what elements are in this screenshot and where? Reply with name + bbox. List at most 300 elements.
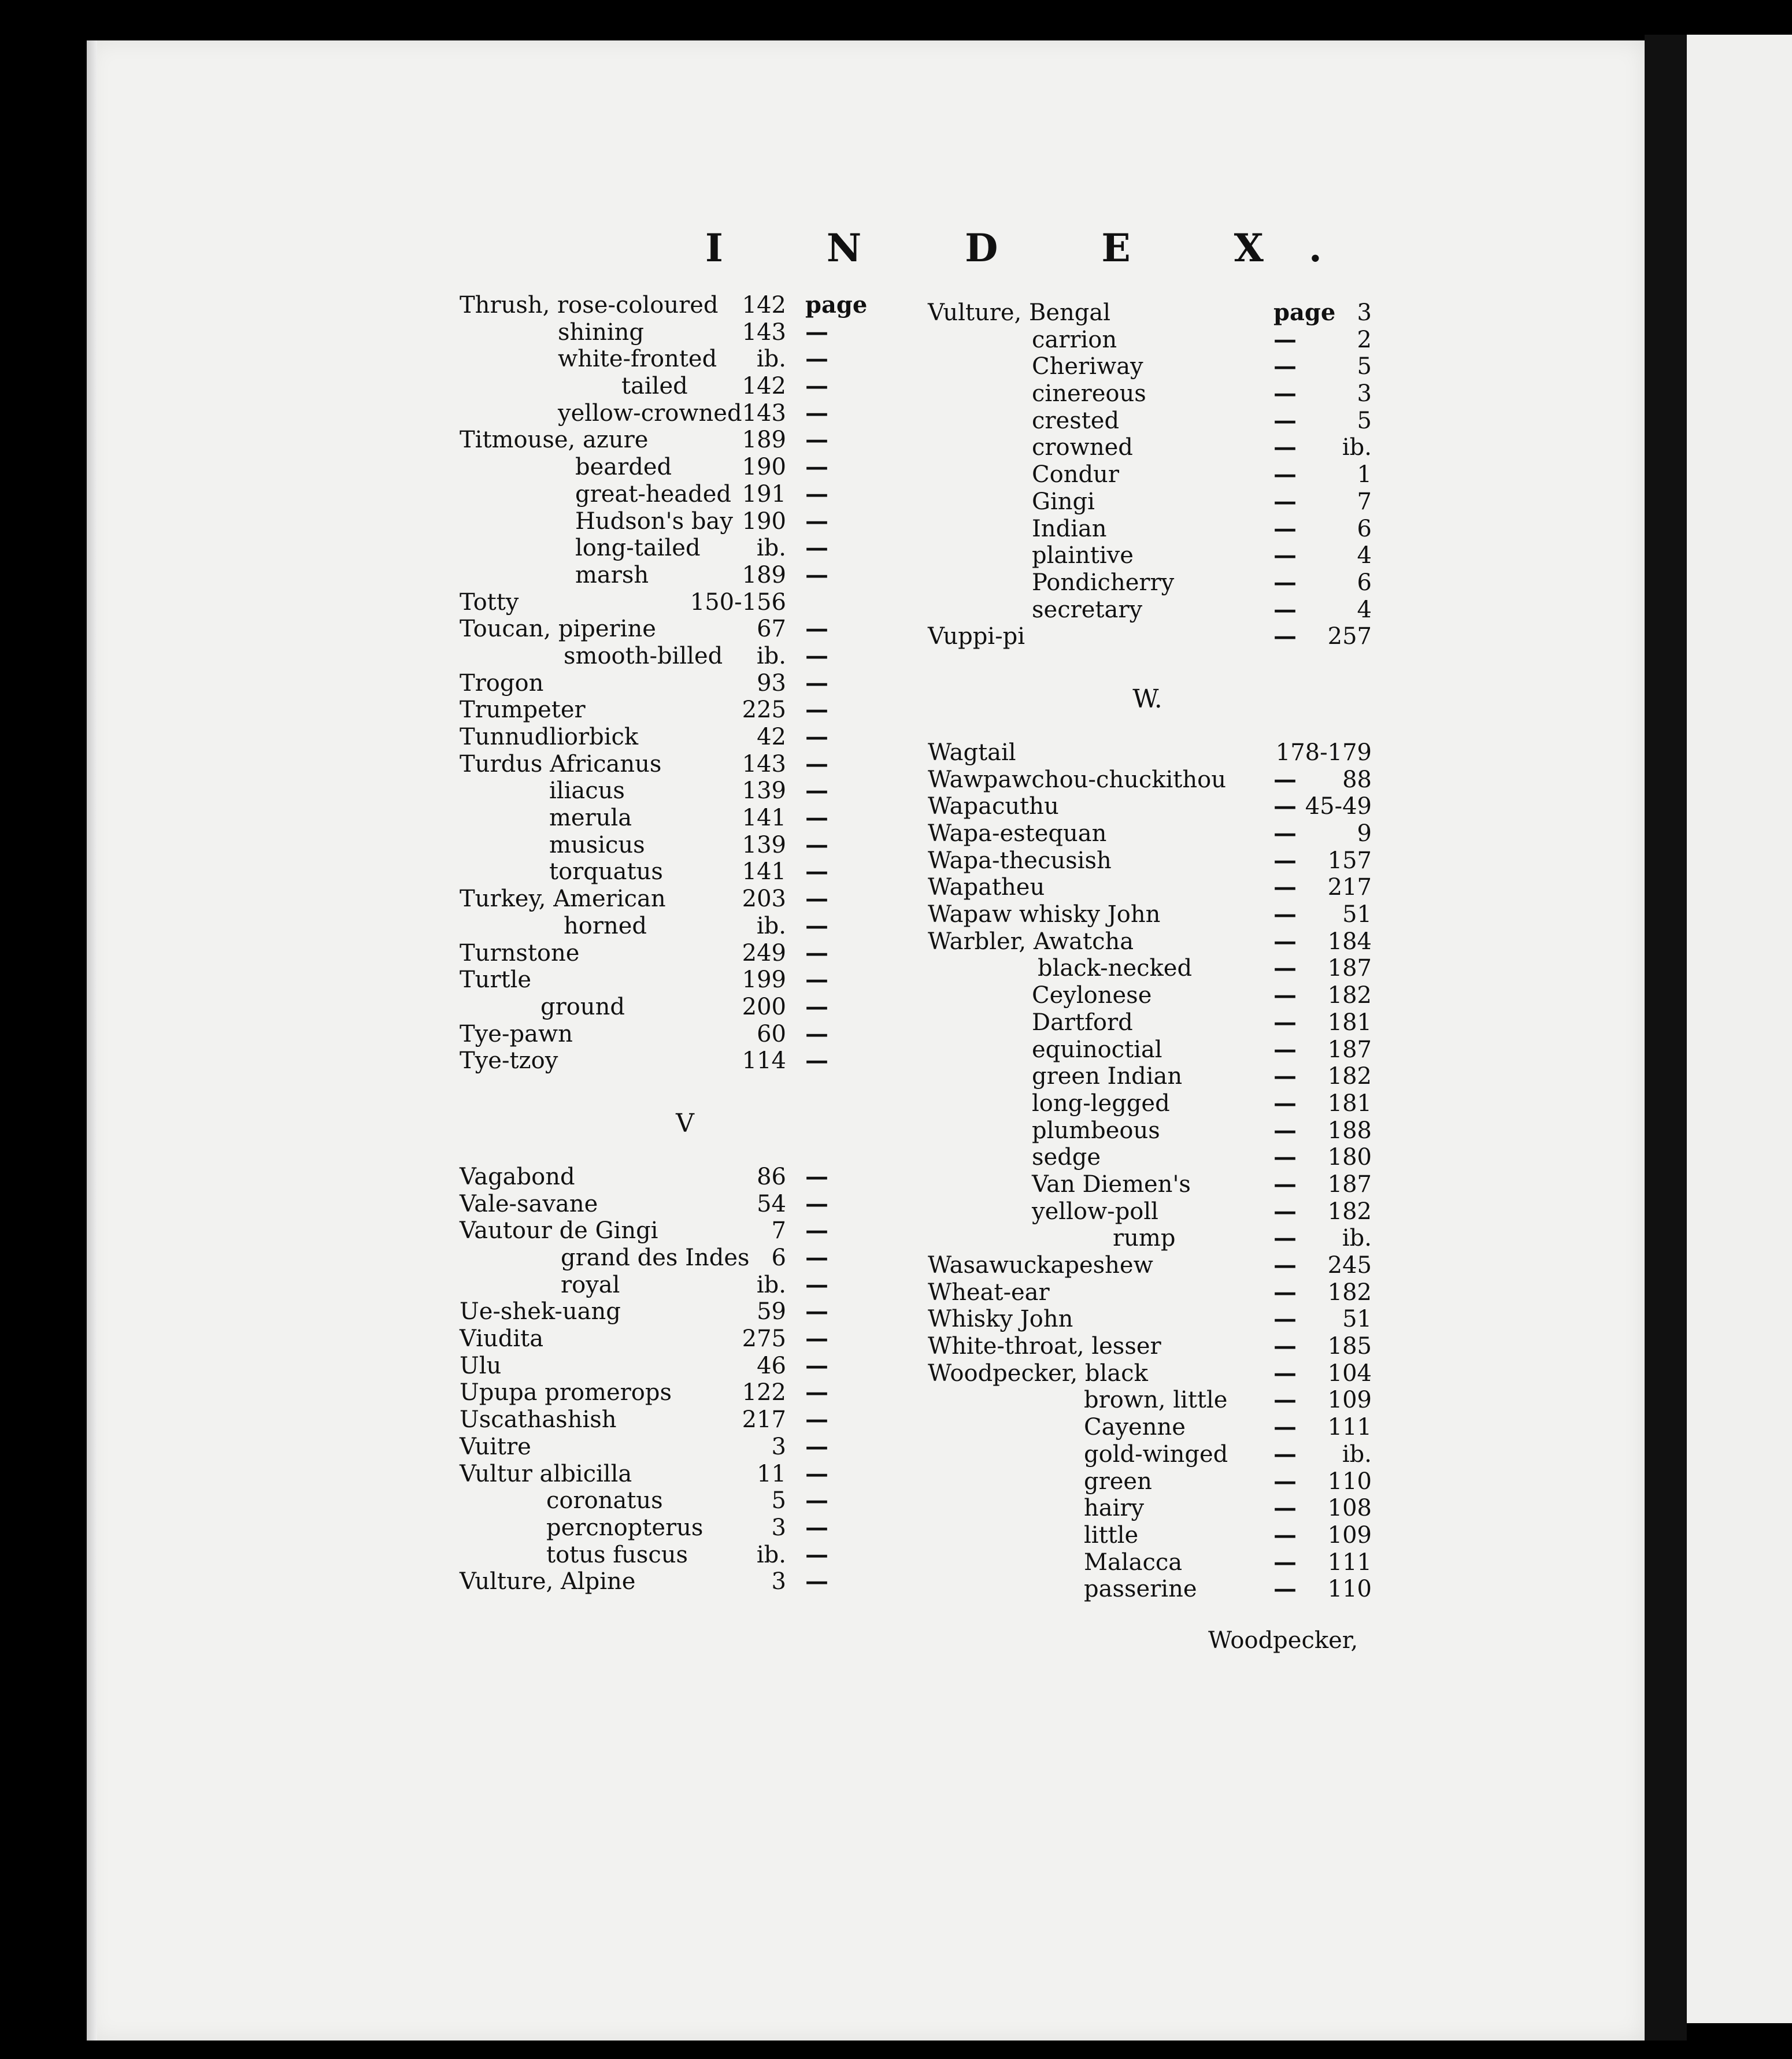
entry-name: carrion	[1032, 326, 1117, 353]
index-entry	[460, 966, 910, 994]
leader-dash: —	[1273, 1116, 1297, 1144]
index-entry	[460, 1406, 910, 1434]
leader-dash: —	[1273, 820, 1297, 847]
leader-dash: —	[805, 1244, 828, 1271]
page-number: 109	[1327, 1521, 1372, 1549]
page-number: 46	[757, 1352, 786, 1379]
entry-name: Indian	[1032, 515, 1107, 542]
leader-dash: —	[805, 723, 828, 750]
index-entry	[928, 1467, 1372, 1495]
leader-dash: —	[805, 750, 828, 777]
page-number: 178-179	[1275, 739, 1372, 766]
entry-name: Malacca	[1084, 1549, 1183, 1576]
index-entry	[460, 1245, 910, 1272]
page-number: 45-49	[1305, 793, 1372, 820]
leader-dash: —	[1273, 1494, 1297, 1522]
page-number: 245	[1327, 1252, 1372, 1279]
page-number: 185	[1327, 1333, 1372, 1360]
entry-name: bearded	[575, 454, 672, 481]
entry-name: Vagabond	[460, 1163, 575, 1190]
leader-dash: —	[805, 885, 828, 913]
leader-dash: —	[1273, 406, 1297, 434]
page-number: 150-156	[690, 588, 786, 616]
page-number: 9	[1357, 820, 1372, 847]
leader-dash: —	[805, 480, 828, 508]
leader-dash: —	[1273, 595, 1297, 623]
index-entry	[928, 353, 1372, 380]
index-entry	[928, 1332, 1372, 1360]
leader-dash: —	[1273, 1197, 1297, 1225]
leader-dash: —	[805, 1540, 828, 1568]
leader-dash: —	[805, 507, 828, 535]
index-entry	[460, 427, 910, 454]
entry-name: Tye-pawn	[460, 1020, 573, 1047]
index-entry	[928, 406, 1372, 435]
entry-name: Wheat-ear	[928, 1279, 1050, 1306]
index-entry	[460, 1272, 910, 1299]
entry-name: Vultur albicilla	[460, 1460, 632, 1487]
index-entry	[928, 325, 1372, 354]
entry-name: little	[1084, 1521, 1139, 1549]
entry-name: black-necked	[1038, 955, 1193, 982]
page-number: 199	[742, 966, 786, 994]
facing-page-edge	[1687, 35, 1792, 2023]
leader-dash: —	[1273, 1035, 1297, 1063]
leader-dash: —	[805, 426, 828, 454]
leader-dash: —	[1273, 1575, 1297, 1603]
entry-name: Turkey, American	[460, 886, 666, 913]
entry-name: Dartford	[1032, 1009, 1133, 1036]
page-number: 182	[1327, 1063, 1372, 1090]
index-entry	[460, 832, 910, 859]
entry-name: musicus	[549, 831, 645, 858]
page-number: 5	[1357, 407, 1372, 434]
index-entry	[928, 1359, 1372, 1387]
entry-name: Upupa promerops	[460, 1379, 672, 1406]
leader-dash: —	[805, 318, 828, 346]
index-entry	[928, 514, 1372, 543]
entry-name: gold-winged	[1084, 1440, 1228, 1468]
leader-dash: —	[805, 561, 828, 588]
page-number: 143	[742, 319, 786, 346]
index-entry	[460, 1298, 910, 1325]
index-entry	[460, 724, 910, 751]
page-number: 104	[1327, 1360, 1372, 1387]
entry-name: totus fuscus	[546, 1541, 688, 1568]
leader-dash: —	[805, 1047, 828, 1075]
page-edge	[87, 40, 97, 2041]
index-entry	[460, 1487, 910, 1514]
index-entry	[460, 508, 910, 535]
page-number: 3	[1357, 380, 1372, 408]
leader-dash: —	[1273, 487, 1297, 515]
leader-dash: —	[805, 777, 828, 805]
entry-name: Van Diemen's	[1032, 1171, 1191, 1198]
index-entry	[928, 595, 1372, 624]
index-entry	[460, 994, 910, 1021]
leader-dash: —	[805, 858, 828, 886]
index-entry	[460, 535, 910, 562]
index-entry	[460, 1047, 910, 1075]
leader-dash: —	[1273, 1413, 1297, 1441]
index-entry	[928, 927, 1372, 956]
leader-dash: —	[805, 1298, 828, 1325]
index-entry	[928, 1305, 1372, 1333]
entry-name: Whisky John	[928, 1306, 1073, 1333]
entry-name: Toucan, piperine	[460, 616, 656, 643]
entry-name: coronatus	[546, 1487, 663, 1514]
index-entry	[928, 1062, 1372, 1090]
index-entry	[928, 820, 1372, 847]
index-entry	[928, 1575, 1372, 1603]
entry-name: Woodpecker, black	[928, 1360, 1148, 1387]
page-number: 181	[1327, 1009, 1372, 1036]
leader-dash: —	[1273, 325, 1297, 353]
index-entry	[928, 1143, 1372, 1171]
index-entry	[460, 886, 910, 913]
page-number: ib.	[1342, 1440, 1372, 1468]
page-number: 5	[1357, 353, 1372, 380]
page-number: 180	[1327, 1144, 1372, 1171]
page-title: I N D E X.	[705, 225, 1367, 271]
entry-name: Vuitre	[460, 1433, 531, 1460]
page-number: 67	[757, 616, 786, 643]
index-entry	[928, 901, 1372, 928]
entry-name: Uscathashish	[460, 1406, 617, 1434]
page-number: 157	[1327, 847, 1372, 874]
index-entry	[928, 793, 1372, 820]
page-number: 51	[1342, 901, 1372, 928]
index-entry	[928, 1089, 1372, 1117]
leader-dash: —	[805, 1379, 828, 1406]
page-number: 189	[742, 427, 786, 454]
entry-name: Wapa-thecusish	[928, 847, 1112, 874]
page-number: 110	[1327, 1576, 1372, 1603]
entry-name: royal	[561, 1271, 620, 1298]
entry-name: tailed	[621, 373, 688, 400]
page-number: 111	[1327, 1549, 1372, 1576]
page-number: ib.	[756, 1271, 786, 1298]
leader-dash: —	[1273, 1548, 1297, 1576]
index-entry	[460, 858, 910, 886]
page-label: page	[805, 291, 868, 319]
index-entry	[928, 542, 1372, 569]
leader-dash: —	[805, 831, 828, 858]
index-entry	[460, 1461, 910, 1488]
page-number: ib.	[756, 535, 786, 562]
leader-dash: —	[805, 912, 828, 939]
entry-name: Hudson's bay	[575, 508, 733, 535]
page-number: 6	[771, 1245, 786, 1271]
leader-dash: —	[805, 804, 828, 832]
leader-dash: —	[1273, 1386, 1297, 1414]
entry-name: grand des Indes	[561, 1245, 750, 1271]
entry-name: Wapatheu	[928, 874, 1045, 901]
index-entry	[460, 346, 910, 373]
entry-name: secretary	[1032, 596, 1143, 623]
page-number: 182	[1327, 1198, 1372, 1225]
entry-name: Vulture, Alpine	[460, 1568, 636, 1595]
leader-dash: —	[1273, 568, 1297, 596]
leader-dash: —	[805, 372, 828, 400]
entry-name: ground	[540, 993, 625, 1020]
index-entry	[928, 380, 1372, 408]
entry-name: yellow-poll	[1032, 1198, 1158, 1225]
leader-dash: —	[1273, 1332, 1297, 1360]
index-entry	[460, 1568, 910, 1595]
entry-name: Trogon	[460, 669, 544, 697]
page-number: 42	[757, 724, 786, 750]
page-number: 141	[742, 805, 786, 832]
page-number: 59	[757, 1298, 786, 1325]
index-entry	[460, 454, 910, 481]
index-entry	[928, 1440, 1372, 1468]
page-number: 122	[742, 1379, 786, 1406]
leader-dash: —	[1273, 1278, 1297, 1306]
page-number: 1	[1357, 461, 1372, 488]
page-number: 54	[757, 1190, 786, 1217]
leader-dash: —	[805, 1271, 828, 1298]
leader-dash: —	[1273, 1440, 1297, 1468]
index-entry	[928, 461, 1372, 488]
leader-dash: —	[805, 615, 828, 643]
entry-name: Condur	[1032, 461, 1119, 488]
page-number: 60	[757, 1020, 786, 1047]
page-number: 6	[1357, 515, 1372, 542]
entry-name: Vautour de Gingi	[460, 1217, 658, 1245]
leader-dash: —	[1273, 461, 1297, 488]
entry-name: Trumpeter	[460, 697, 586, 724]
index-entry	[460, 319, 910, 346]
leader-dash: —	[1273, 901, 1297, 928]
entry-name: sedge	[1032, 1144, 1101, 1171]
entry-name: Ceylonese	[1032, 982, 1152, 1009]
index-column-left	[460, 292, 910, 1595]
entry-name: Wapaw whisky John	[928, 901, 1161, 928]
page-number: 51	[1342, 1306, 1372, 1333]
page-number: 225	[742, 697, 786, 724]
index-entry	[460, 1021, 910, 1048]
page-number: 184	[1327, 928, 1372, 955]
leader-dash: —	[1273, 1521, 1297, 1549]
page-number: 109	[1327, 1387, 1372, 1414]
page-number: ib.	[1342, 434, 1372, 461]
leader-dash: —	[1273, 873, 1297, 901]
page-number: 143	[742, 750, 786, 777]
index-entry	[928, 434, 1372, 461]
index-entry	[928, 982, 1372, 1009]
index-entry	[460, 1217, 910, 1245]
entry-name: horned	[564, 912, 647, 939]
index-entry	[460, 1353, 910, 1380]
leader-dash: —	[805, 453, 828, 481]
leader-dash: —	[805, 696, 828, 724]
page-number: 4	[1357, 542, 1372, 569]
book-gutter	[1645, 35, 1687, 2041]
entry-name: crowned	[1032, 434, 1133, 461]
entry-name: green	[1084, 1468, 1152, 1495]
entry-name: White-throat, lesser	[928, 1333, 1161, 1360]
index-entry	[928, 1035, 1372, 1064]
leader-dash: —	[1273, 434, 1297, 461]
section-heading-w: W.	[1132, 684, 1162, 714]
leader-dash: —	[805, 1513, 828, 1541]
page-number: 190	[742, 508, 786, 535]
page-number: ib.	[1342, 1225, 1372, 1252]
leader-dash: —	[1273, 954, 1297, 982]
entry-name: merula	[549, 805, 632, 832]
entry-name: Viudita	[460, 1325, 544, 1353]
index-entry	[928, 487, 1372, 516]
page-number: 182	[1327, 982, 1372, 1009]
page-number: 139	[742, 831, 786, 858]
index-entry	[928, 1197, 1372, 1225]
page-number: 249	[742, 939, 786, 966]
entry-name: Cheriway	[1032, 353, 1143, 380]
leader-dash: —	[1273, 1359, 1297, 1387]
page-number: 187	[1327, 1036, 1372, 1063]
entry-name: passerine	[1084, 1576, 1197, 1603]
leader-dash: —	[1273, 927, 1297, 955]
leader-dash: —	[1273, 1170, 1297, 1198]
index-entry	[928, 1278, 1372, 1306]
page-number: 88	[1342, 766, 1372, 793]
page-number: 4	[1357, 596, 1372, 623]
leader-dash: —	[1273, 846, 1297, 874]
entry-name: Turdus Africanus	[460, 750, 662, 777]
index-entry	[928, 1170, 1372, 1198]
leader-dash: —	[1273, 353, 1297, 380]
page-number: 275	[742, 1325, 786, 1353]
page-number: 7	[771, 1217, 786, 1245]
index-entry	[460, 751, 910, 778]
index-entry	[460, 1379, 910, 1406]
leader-dash: —	[1273, 1143, 1297, 1171]
entry-name: Wawpawchou-chuckithou	[928, 766, 1226, 793]
page-number: 143	[742, 399, 786, 427]
page-number: 203	[742, 886, 786, 913]
index-entry	[460, 805, 910, 832]
entry-name: Cayenne	[1084, 1414, 1186, 1441]
leader-dash: —	[805, 669, 828, 697]
index-entry	[460, 1514, 910, 1542]
index-entry	[928, 1386, 1372, 1414]
entry-name: cinereous	[1032, 380, 1146, 408]
page-number: 86	[757, 1163, 786, 1190]
page-number: ib.	[756, 912, 786, 939]
leader-dash: —	[1273, 514, 1297, 542]
page-number: 11	[757, 1460, 786, 1487]
page-number: 111	[1327, 1414, 1372, 1441]
entry-name: Ue-shek-uang	[460, 1298, 621, 1325]
index-entry	[460, 940, 910, 967]
leader-dash: —	[805, 1190, 828, 1217]
page-number: 3	[771, 1514, 786, 1541]
entry-name: Tunnudliorbick	[460, 724, 639, 750]
index-entry	[460, 777, 910, 805]
leader-dash: —	[805, 1432, 828, 1460]
page-number: 142	[742, 373, 786, 400]
index-entry	[928, 846, 1372, 875]
index-entry	[928, 299, 1372, 327]
leader-dash: —	[1273, 1224, 1297, 1252]
entry-name: iliacus	[549, 777, 625, 805]
index-entry	[460, 697, 910, 724]
index-entry	[928, 623, 1372, 650]
entry-list-v	[460, 1164, 910, 1595]
page-number: 182	[1327, 1279, 1372, 1306]
entry-name: equinoctial	[1032, 1036, 1162, 1063]
entry-name: Warbler, Awatcha	[928, 928, 1134, 955]
index-entry	[928, 568, 1372, 597]
page-number: 93	[757, 669, 786, 697]
entry-name: shining	[558, 319, 645, 346]
leader-dash: —	[805, 1406, 828, 1434]
section-heading-v: V	[676, 1108, 694, 1138]
page-number: 110	[1327, 1468, 1372, 1495]
page-number: 217	[1327, 874, 1372, 901]
index-entry	[928, 1251, 1372, 1279]
leader-dash: —	[1273, 1008, 1297, 1036]
entry-name: Ulu	[460, 1352, 502, 1379]
page-number: 217	[742, 1406, 786, 1434]
entry-name: Totty	[460, 588, 519, 616]
entry-name: long-legged	[1032, 1090, 1170, 1117]
entry-name: rump	[1113, 1225, 1176, 1252]
entry-name: Wagtail	[928, 739, 1016, 766]
index-entry	[460, 562, 910, 589]
leader-dash: —	[1273, 542, 1297, 569]
index-entry	[928, 954, 1372, 982]
index-entry	[460, 292, 910, 319]
index-entry	[460, 1191, 910, 1218]
leader-dash: —	[805, 1020, 828, 1047]
page-number: 114	[742, 1047, 786, 1075]
page-number: 187	[1327, 955, 1372, 982]
entry-name: hairy	[1084, 1495, 1145, 1522]
index-entry	[460, 400, 910, 427]
entry-name: yellow-crowned	[558, 399, 742, 427]
leader-dash: —	[805, 939, 828, 966]
page-label: page	[1273, 299, 1336, 326]
leader-dash: —	[1273, 765, 1297, 793]
page-number: ib.	[756, 346, 786, 373]
index-entry	[928, 739, 1372, 766]
entry-name: Wapa-estequan	[928, 820, 1107, 847]
index-entry	[928, 1494, 1372, 1522]
entry-name: smooth-billed	[564, 642, 723, 669]
index-entry	[460, 481, 910, 508]
catchword: Woodpecker,	[1208, 1627, 1358, 1654]
leader-dash: —	[1273, 793, 1297, 820]
page-number: 139	[742, 777, 786, 805]
leader-dash: —	[1273, 1251, 1297, 1279]
index-entry	[928, 1521, 1372, 1549]
entry-name: Turnstone	[460, 939, 580, 966]
entry-name: Pondicherry	[1032, 569, 1175, 596]
entry-name: percnopterus	[546, 1514, 704, 1541]
entry-name: marsh	[575, 561, 649, 588]
entry-name: Vuppi-pi	[928, 623, 1025, 650]
entry-list-w	[928, 739, 1372, 1603]
page-number: 187	[1327, 1171, 1372, 1198]
index-entry	[460, 913, 910, 940]
page-number: ib.	[756, 1541, 786, 1568]
index-column-right	[928, 299, 1372, 1603]
page-number: 3	[771, 1433, 786, 1460]
page-number: 6	[1357, 569, 1372, 596]
index-entry	[460, 616, 910, 643]
